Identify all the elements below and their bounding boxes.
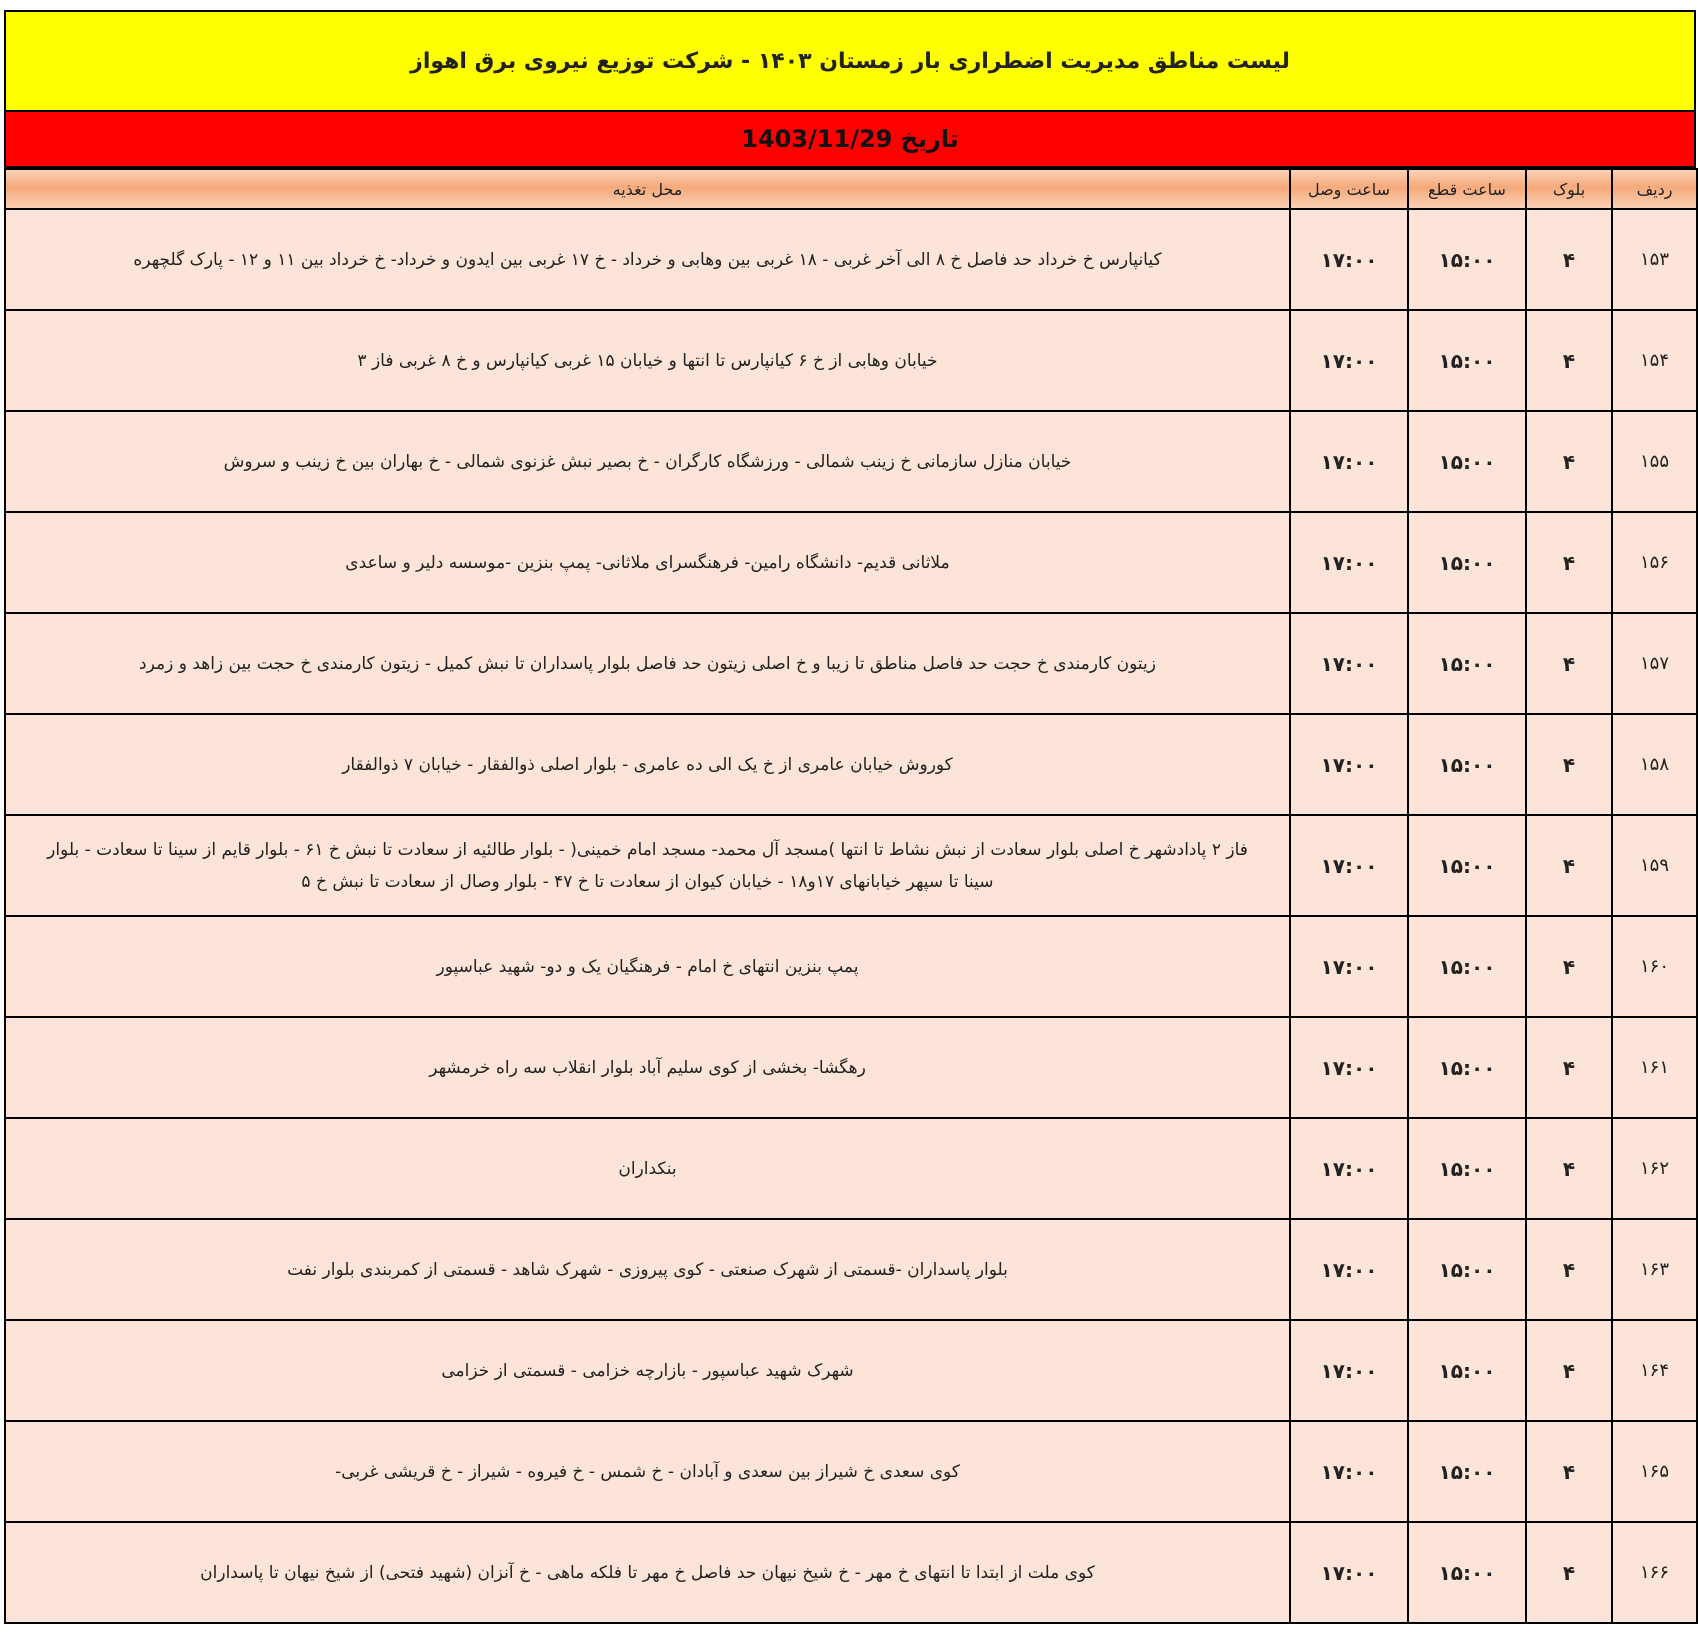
table-row bbox=[5, 613, 1697, 714]
block-cell: ۴ bbox=[1526, 613, 1612, 714]
connect-time-cell: ۱۷:۰۰ bbox=[1290, 1118, 1408, 1219]
row-number-cell: ۱۵۹ bbox=[1612, 815, 1697, 916]
connect-time-cell: ۱۷:۰۰ bbox=[1290, 1017, 1408, 1118]
table-row bbox=[5, 209, 1697, 310]
table-row bbox=[5, 411, 1697, 512]
location-cell: ملاثانی قدیم- دانشگاه رامین- فرهنگسرای ملاثانی- پمپ بنزین -موسسه دلیر و ساعدی bbox=[5, 512, 1290, 613]
location-cell: پمپ بنزین انتهای خ امام - فرهنگیان یک و دو- شهید عباسپور bbox=[5, 916, 1290, 1017]
block-cell: ۴ bbox=[1526, 815, 1612, 916]
block-cell: ۴ bbox=[1526, 1320, 1612, 1421]
row-number-cell: ۱۶۰ bbox=[1612, 916, 1697, 1017]
table-header-row bbox=[5, 169, 1697, 209]
connect-time-cell: ۱۷:۰۰ bbox=[1290, 1421, 1408, 1522]
table-row bbox=[5, 1421, 1697, 1522]
header-row-number: ردیف bbox=[1612, 169, 1697, 209]
connect-time-cell: ۱۷:۰۰ bbox=[1290, 613, 1408, 714]
block-cell: ۴ bbox=[1526, 512, 1612, 613]
table-row bbox=[5, 1320, 1697, 1421]
cut-time-cell: ۱۵:۰۰ bbox=[1408, 310, 1526, 411]
row-number-cell: ۱۵۴ bbox=[1612, 310, 1697, 411]
header-connect-time: ساعت وصل bbox=[1290, 169, 1408, 209]
cut-time-cell: ۱۵:۰۰ bbox=[1408, 714, 1526, 815]
block-cell: ۴ bbox=[1526, 1118, 1612, 1219]
row-number-cell: ۱۶۶ bbox=[1612, 1522, 1697, 1623]
block-cell: ۴ bbox=[1526, 916, 1612, 1017]
connect-time-cell: ۱۷:۰۰ bbox=[1290, 411, 1408, 512]
row-number-cell: ۱۵۳ bbox=[1612, 209, 1697, 310]
block-cell: ۴ bbox=[1526, 1522, 1612, 1623]
location-cell: بلوار پاسداران -قسمتی از شهرک صنعتی - کوی پیروزی - شهرک شاهد - قسمتی از کمربندی بلوار نفت bbox=[5, 1219, 1290, 1320]
row-number-cell: ۱۵۵ bbox=[1612, 411, 1697, 512]
table-row bbox=[5, 1219, 1697, 1320]
cut-time-cell: ۱۵:۰۰ bbox=[1408, 209, 1526, 310]
block-cell: ۴ bbox=[1526, 1421, 1612, 1522]
date-banner: تاریخ 1403/11/29 bbox=[4, 112, 1696, 168]
row-number-cell: ۱۶۴ bbox=[1612, 1320, 1697, 1421]
cut-time-cell: ۱۵:۰۰ bbox=[1408, 1118, 1526, 1219]
location-cell: بنکداران bbox=[5, 1118, 1290, 1219]
connect-time-cell: ۱۷:۰۰ bbox=[1290, 512, 1408, 613]
location-cell: شهرک شهید عباسپور - بازارچه خزامی - قسمتی از خزامی bbox=[5, 1320, 1290, 1421]
table-row bbox=[5, 815, 1697, 916]
cut-time-cell: ۱۵:۰۰ bbox=[1408, 815, 1526, 916]
table-row bbox=[5, 916, 1697, 1017]
cut-time-cell: ۱۵:۰۰ bbox=[1408, 1017, 1526, 1118]
block-cell: ۴ bbox=[1526, 310, 1612, 411]
table-row bbox=[5, 512, 1697, 613]
header-block: بلوک bbox=[1526, 169, 1612, 209]
connect-time-cell: ۱۷:۰۰ bbox=[1290, 714, 1408, 815]
row-number-cell: ۱۶۱ bbox=[1612, 1017, 1697, 1118]
page-title: لیست مناطق مدیریت اضطراری بار زمستان ۱۴۰۳ - شرکت توزیع نیروی برق اهواز bbox=[4, 10, 1696, 112]
cut-time-cell: ۱۵:۰۰ bbox=[1408, 411, 1526, 512]
connect-time-cell: ۱۷:۰۰ bbox=[1290, 916, 1408, 1017]
location-cell: زیتون کارمندی خ حجت حد فاصل مناطق تا زیبا و خ اصلی زیتون حد فاصل بلوار پاسداران تا نبش کمیل - زیتون کارمندی خ حجت بین زاهد و زمرد bbox=[5, 613, 1290, 714]
cut-time-cell: ۱۵:۰۰ bbox=[1408, 512, 1526, 613]
block-cell: ۴ bbox=[1526, 209, 1612, 310]
location-cell: فاز ۲ پادادشهر خ اصلی بلوار سعادت از نبش نشاط تا انتها )مسجد آل محمد- مسجد امام خمینی( - بلوار طالئیه از سعادت تا نبش خ ۶۱ - بلوار قایم از سینا تا سعادت - بلوار سینا تا سپهر خیابانهای ۱۷و۱۸ - خیابان کیوان از سعادت تا خ ۴۷ - بلوار وصال از سعادت تا نبش خ ۵ bbox=[5, 815, 1290, 916]
connect-time-cell: ۱۷:۰۰ bbox=[1290, 815, 1408, 916]
outage-table bbox=[4, 168, 1698, 1624]
header-cut-time: ساعت قطع bbox=[1408, 169, 1526, 209]
block-cell: ۴ bbox=[1526, 411, 1612, 512]
connect-time-cell: ۱۷:۰۰ bbox=[1290, 1320, 1408, 1421]
block-cell: ۴ bbox=[1526, 714, 1612, 815]
row-number-cell: ۱۵۸ bbox=[1612, 714, 1697, 815]
table-row bbox=[5, 1017, 1697, 1118]
location-cell: کیانپارس خ خرداد حد فاصل خ ۸ الی آخر غربی - ۱۸ غربی بین وهابی و خرداد - خ ۱۷ غربی بین ایدون و خرداد- خ خرداد بین ۱۱ و ۱۲ - پارک گلچهره bbox=[5, 209, 1290, 310]
outage-schedule-sheet bbox=[4, 10, 1696, 1624]
location-cell: خیابان وهابی از خ ۶ کیانپارس تا انتها و خیابان ۱۵ غربی کیانپارس و خ ۸ غربی فاز ۳ bbox=[5, 310, 1290, 411]
row-number-cell: ۱۶۲ bbox=[1612, 1118, 1697, 1219]
row-number-cell: ۱۶۵ bbox=[1612, 1421, 1697, 1522]
block-cell: ۴ bbox=[1526, 1017, 1612, 1118]
cut-time-cell: ۱۵:۰۰ bbox=[1408, 1522, 1526, 1623]
cut-time-cell: ۱۵:۰۰ bbox=[1408, 916, 1526, 1017]
connect-time-cell: ۱۷:۰۰ bbox=[1290, 1219, 1408, 1320]
cut-time-cell: ۱۵:۰۰ bbox=[1408, 1219, 1526, 1320]
table-row bbox=[5, 1522, 1697, 1623]
table-row bbox=[5, 1118, 1697, 1219]
location-cell: کوی سعدی خ شیراز بین سعدی و آبادان - خ شمس - خ فیروه - شیراز - خ قریشی غربی- bbox=[5, 1421, 1290, 1522]
row-number-cell: ۱۵۷ bbox=[1612, 613, 1697, 714]
connect-time-cell: ۱۷:۰۰ bbox=[1290, 1522, 1408, 1623]
block-cell: ۴ bbox=[1526, 1219, 1612, 1320]
cut-time-cell: ۱۵:۰۰ bbox=[1408, 1421, 1526, 1522]
connect-time-cell: ۱۷:۰۰ bbox=[1290, 310, 1408, 411]
location-cell: خیابان منازل سازمانی خ زینب شمالی - ورزشگاه کارگران - خ بصیر نبش غزنوی شمالی - خ بهاران بین خ زینب و سروش bbox=[5, 411, 1290, 512]
location-cell: رهگشا- بخشی از کوی سلیم آباد بلوار انقلاب سه راه خرمشهر bbox=[5, 1017, 1290, 1118]
location-cell: کوی ملت از ابتدا تا انتهای خ مهر - خ شیخ نیهان حد فاصل خ مهر تا فلکه ماهی - خ آنزان (شهید فتحی) از شیخ نیهان تا پاسداران bbox=[5, 1522, 1290, 1623]
cut-time-cell: ۱۵:۰۰ bbox=[1408, 613, 1526, 714]
location-cell: کوروش خیابان عامری از خ یک الی ده عامری - بلوار اصلی ذوالفقار - خیابان ۷ ذوالفقار bbox=[5, 714, 1290, 815]
cut-time-cell: ۱۵:۰۰ bbox=[1408, 1320, 1526, 1421]
header-location: محل تغذیه bbox=[5, 169, 1290, 209]
row-number-cell: ۱۶۳ bbox=[1612, 1219, 1697, 1320]
connect-time-cell: ۱۷:۰۰ bbox=[1290, 209, 1408, 310]
table-row bbox=[5, 714, 1697, 815]
row-number-cell: ۱۵۶ bbox=[1612, 512, 1697, 613]
table-body bbox=[5, 209, 1697, 1623]
table-row bbox=[5, 310, 1697, 411]
